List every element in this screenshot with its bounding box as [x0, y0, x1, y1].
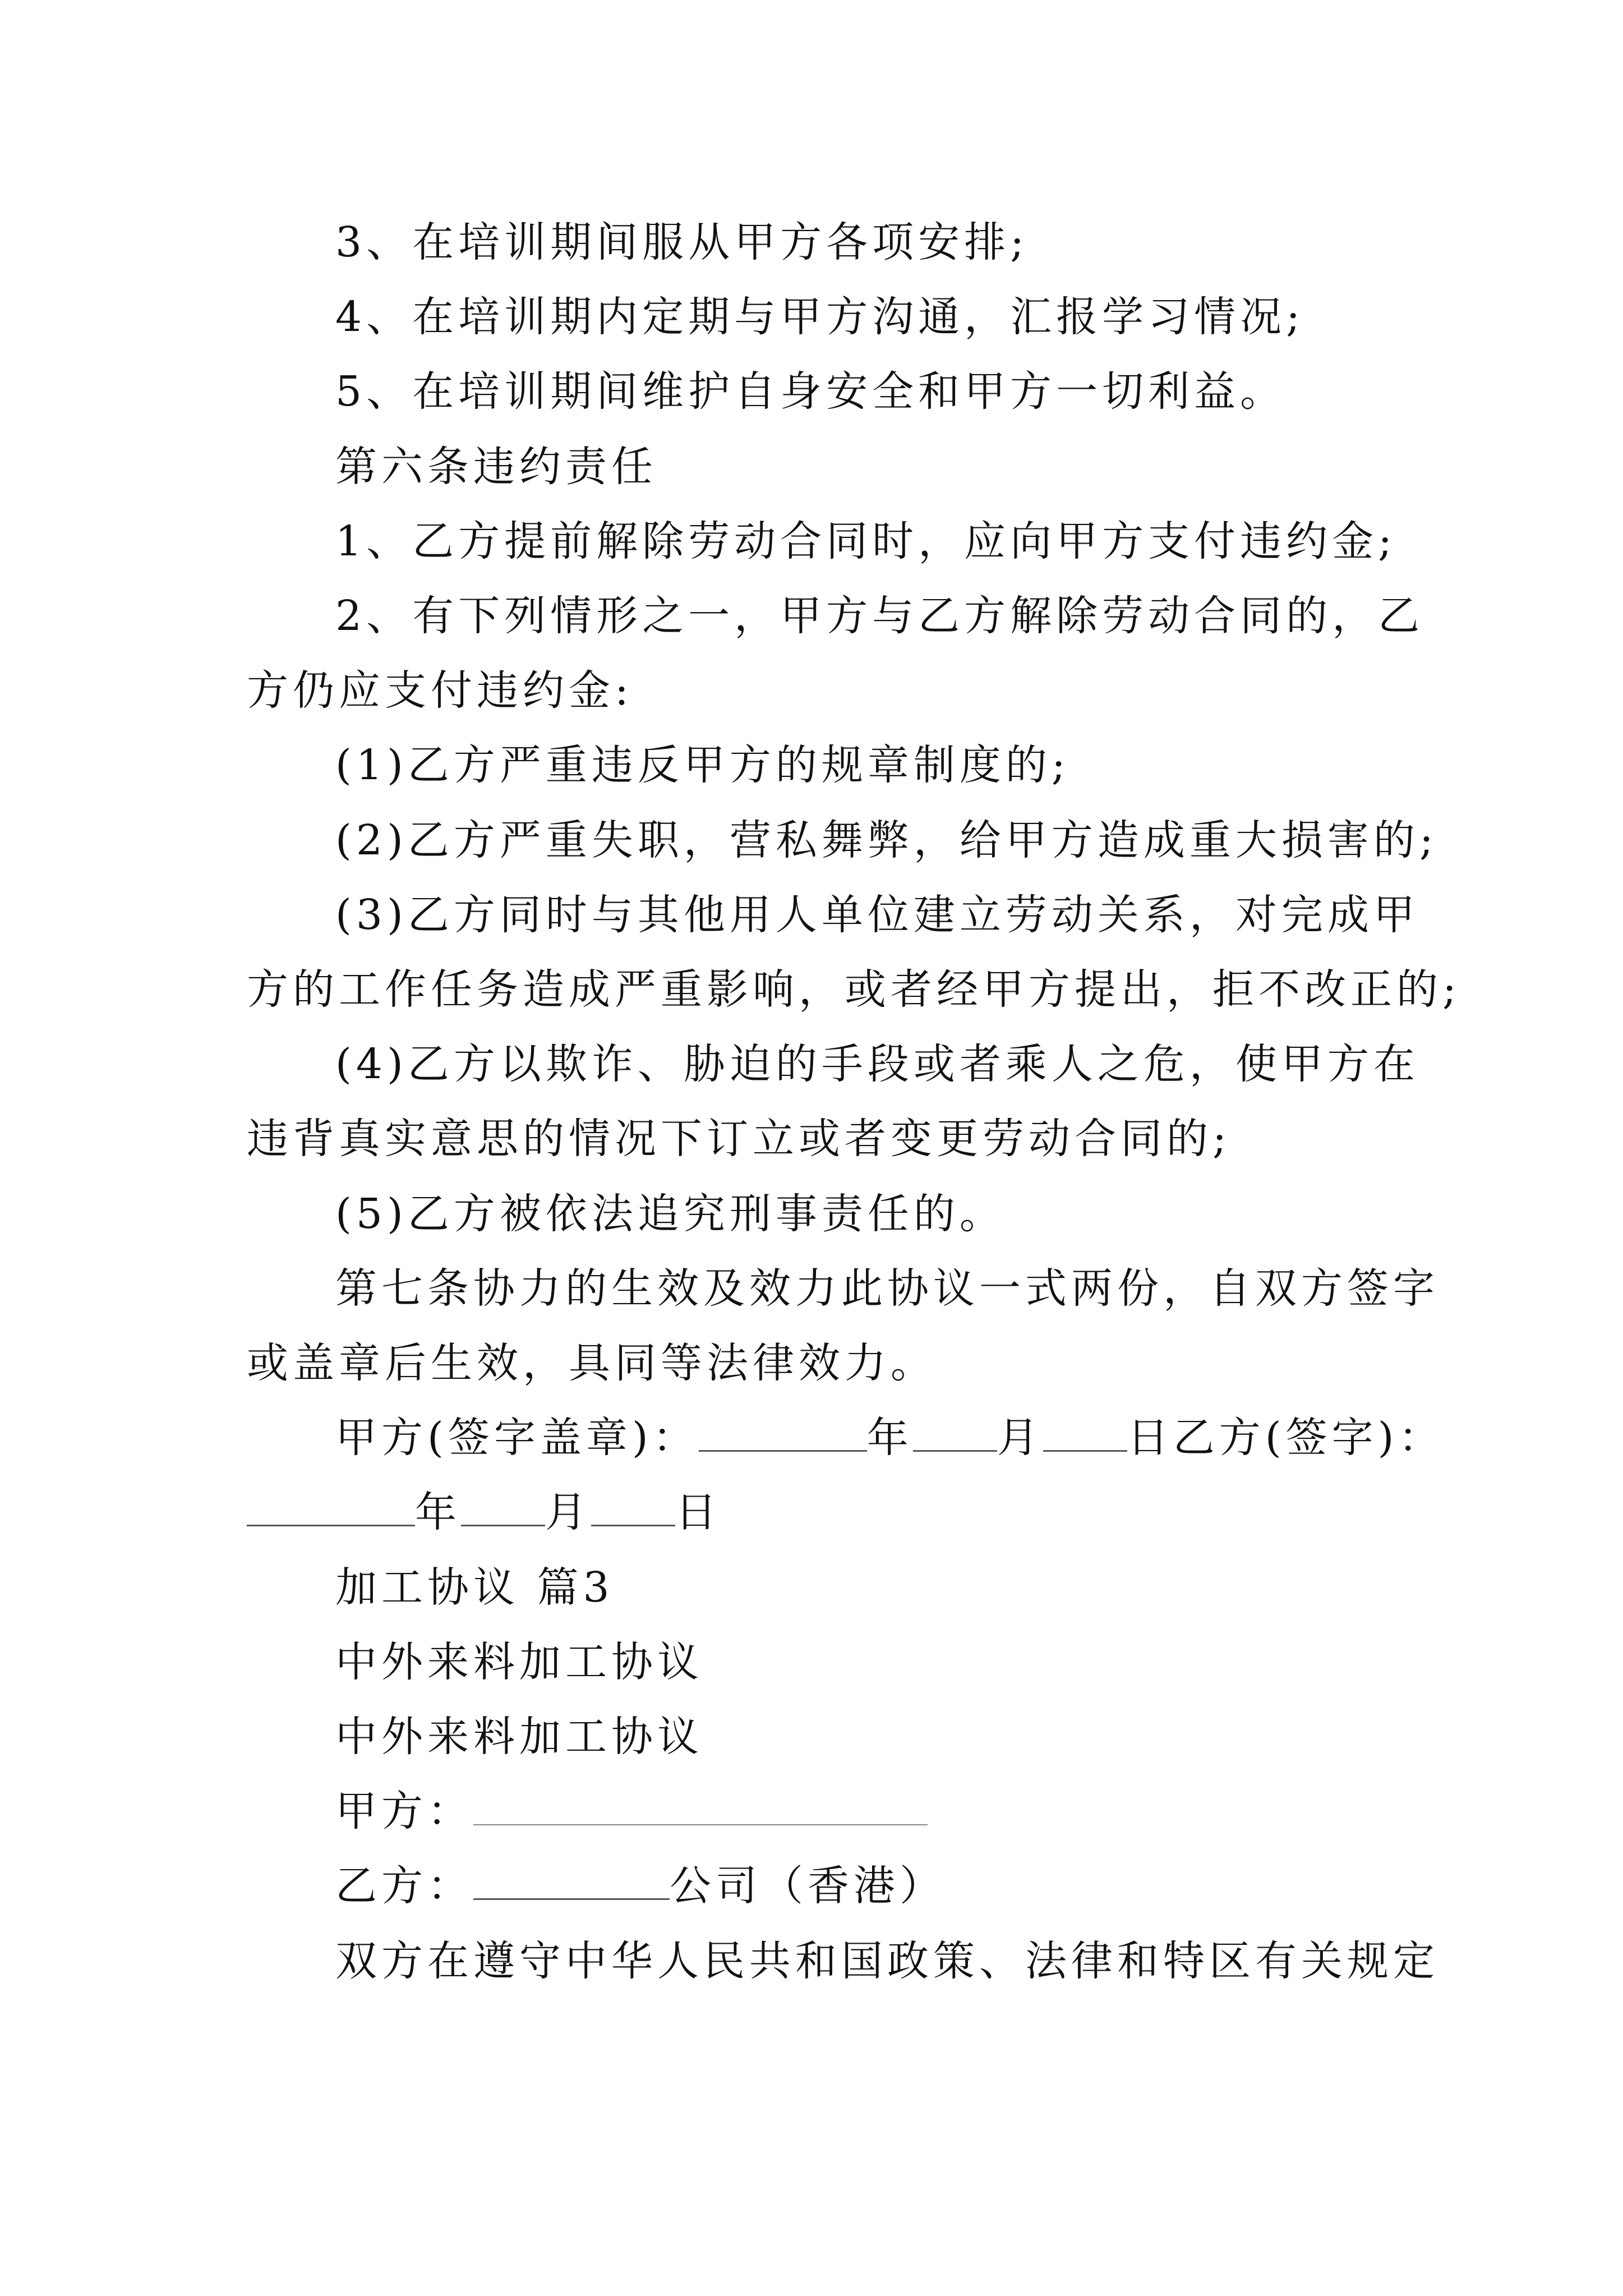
- clause-line: (4)乙方以欺诈、胁迫的手段或者乘人之危，使甲方在: [335, 1040, 1419, 1088]
- clause-line: 方仍应支付违约金:: [247, 666, 633, 715]
- clause-line: (3)乙方同时与其他用人单位建立劳动关系，对完成甲: [335, 891, 1419, 939]
- clause-line: 或盖章后生效，具同等法律效力。: [247, 1339, 937, 1387]
- clause-line: 3、在培训期间服从甲方各项安排;: [335, 218, 1029, 266]
- party-a-label: 甲方：: [335, 1787, 473, 1835]
- clause-line: (2)乙方严重失职，营私舞弊，给甲方造成重大损害的;: [335, 816, 1438, 864]
- month-label: 月: [545, 1488, 591, 1536]
- clause-line: 违背真实意思的情况下订立或者变更劳动合同的;: [247, 1115, 1231, 1163]
- section-heading: 加工协议 篇3: [335, 1563, 614, 1612]
- party-a-signature-label: 甲方(签字盖章)：: [335, 1414, 699, 1462]
- party-b-label: 乙方：: [335, 1862, 473, 1910]
- clause-line: (1)乙方严重违反甲方的规章制度的;: [335, 741, 1070, 789]
- clause-line: 4、在培训期内定期与甲方沟通，汇报学习情况;: [335, 293, 1305, 341]
- clause-line: 方的工作任务造成严重影响，或者经甲方提出，拒不改正的;: [247, 965, 1461, 1014]
- document-title: 中外来料加工协议: [335, 1713, 703, 1761]
- article-heading: 第六条违约责任: [335, 443, 657, 491]
- year-label: 年: [415, 1488, 461, 1536]
- party-a-line: [335, 1783, 928, 1839]
- day-label: 日: [675, 1488, 721, 1536]
- month-blank: [461, 1485, 545, 1526]
- month-label: 月: [997, 1414, 1043, 1462]
- party-b-blank: [473, 1859, 670, 1900]
- date-line: [247, 1484, 721, 1540]
- clause-line: (5)乙方被依法追究刑事责任的。: [335, 1190, 1006, 1238]
- party-b-line: [335, 1858, 946, 1914]
- day-blank: [591, 1485, 675, 1526]
- article-heading: 第七条协力的生效及效力此协议一式两份，自双方签字: [335, 1264, 1439, 1313]
- day-party-b-label: 日乙方(签字)：: [1127, 1414, 1445, 1462]
- document-title: 中外来料加工协议: [335, 1638, 703, 1686]
- signature-line: [335, 1410, 1445, 1466]
- body-text-line: 双方在遵守中华人民共和国政策、法律和特区有关规定: [335, 1937, 1439, 1985]
- day-blank: [1043, 1411, 1127, 1452]
- year-label: 年: [866, 1414, 913, 1462]
- clause-line: 1、乙方提前解除劳动合同时，应向甲方支付违约金;: [335, 517, 1397, 565]
- party-a-blank: [473, 1785, 928, 1825]
- month-blank: [913, 1411, 997, 1452]
- signature-blank: [699, 1411, 867, 1452]
- party-b-suffix: 公司（香港）: [670, 1862, 946, 1910]
- clause-line: 5、在培训期间维护自身安全和甲方一切利益。: [335, 367, 1287, 416]
- year-blank: [247, 1485, 415, 1526]
- clause-line: 2、有下列情形之一，甲方与乙方解除劳动合同的，乙: [335, 592, 1424, 640]
